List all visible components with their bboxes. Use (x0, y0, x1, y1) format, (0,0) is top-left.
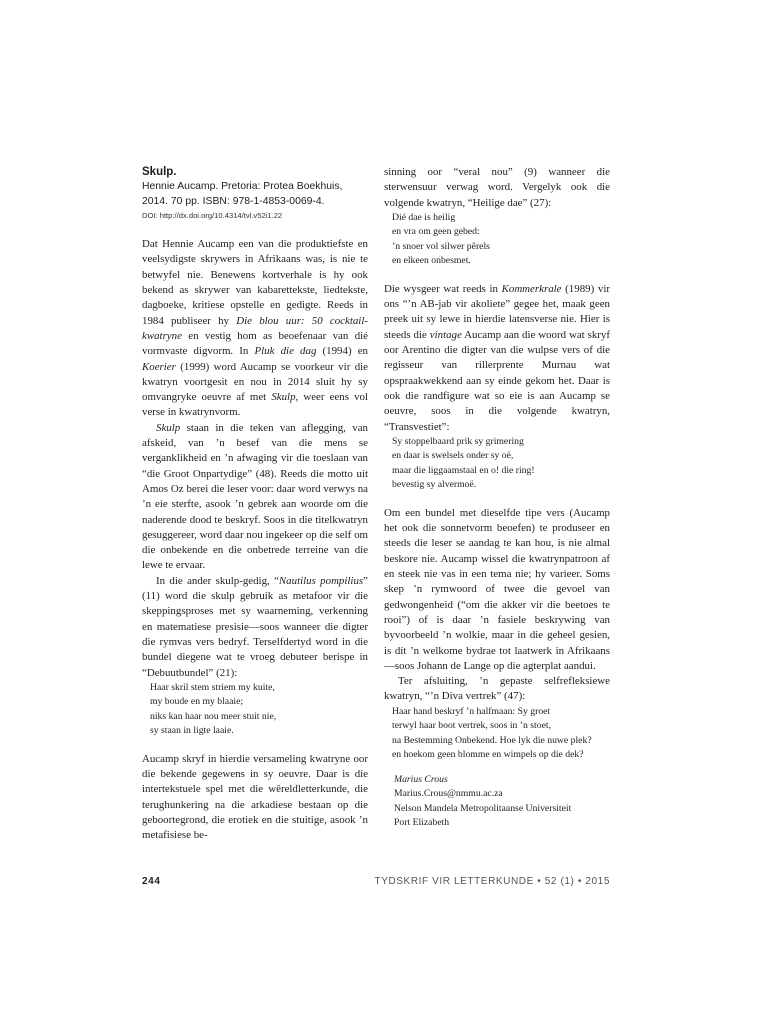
poem-debuutbundel (142, 681, 368, 739)
paragraph: Om een bundel met dieselfde tipe vers (Aucamp het ook die sonnetvorm beoefen) te produseer en steeds die leser se aandag te kan hou, is nie almal beskore nie. Aucamp wissel die kwatrynpatroon af en steek nie vas in een tema nie; hy varieer. Soms skep ’n rymwoord of twee die gevoel van gedwongenheid (“om die akker vir die beetoes te rooi”) of is daar ’n fasiele beskrywing van byvoorbeeld ’n wolkie, maar in die geheel gesien, is dít ’n welkome bydrae tot laatwerk in Afrikaans—soos Johann de Lange op die agterplat aandui. (384, 506, 610, 672)
doi-link[interactable]: DOI: http://dx.doi.org/10.4314/tvl.v52i1.22 (142, 211, 283, 221)
paragraph: Ter afsluiting, ’n gepaste selfrefleksiewe kwatryn, “’n Diva vertrek” (47): (384, 675, 610, 703)
poem-line: sy staan in ligte laaie. (150, 725, 234, 737)
poem-line: ’n snoer vol silwer pêrels (392, 240, 490, 252)
poem-diva-vertrek (384, 705, 610, 763)
poem-line: niks kan haar nou meer stuit nie, (150, 710, 277, 722)
poem-line: en daar is swelsels onder sy oë, (392, 450, 514, 462)
paragraph: Dat Hennie Aucamp een van die produktiefste en veelsydigste skrywers in Afrikaans was, is nie te betwyfel nie. Benewens kortverhale is hy ook bekend as skrywer van kabarettekste, liedtekste, dagboeke, kritiese opstelle en gedigte. Reeds in 1984 publiseer hy Die blou uur: 50 cocktail-kwatryne en vestig hom as beoefenaar van dié vormvaste digvorm. In Pluk die dag (1994) en Koerier (1999) word Aucamp se voorkeur vir die kwatryn voortgesit en nou in 2014 sluit hy sy omvangryke oeuvre af met Skulp, weer eens vol verse in kwatrynvorm. (142, 238, 368, 419)
poem-line: maar die liggaamstaal en o! die ring! (392, 464, 535, 476)
reviewer-city: Port Elizabeth (394, 816, 450, 828)
paragraph: Die wysgeer wat reeds in Kommerkrale (1989) vir ons “’n AB-jab vir akoliete” gegee het, maak geen preek uit sy lewe in hierdie latensverse nie. Hier is steeds die vintage Aucamp aan die woord wat skryf oor Arentino die digter van die wulpse vers of die regisseur van rillerprente Murnau wat opspraakwekkend aan sy einde gekom het. Daar is ook die randfigure wat so eie is aan Aucamp se oeuvre, soos in die volgende kwatryn, “Transvestiet”: (384, 282, 610, 433)
poem-transvestiet (384, 435, 610, 493)
poem-line: Haar hand beskryf ’n halfmaan: Sy groet (392, 705, 551, 717)
journal-citation: TYDSKRIF VIR LETTERKUNDE • 52 (1) • 2015 (374, 876, 610, 887)
book-title: Skulp. (142, 166, 177, 178)
poem-line: Haar skril stem striem my kuite, (150, 681, 275, 693)
reviewer-email[interactable]: Marius.Crous@nmmu.ac.za (394, 788, 503, 800)
right-column (384, 165, 610, 830)
paragraph: In die ander skulp-gedig, “Nautilus pompilius” (11) word die skulp gebruik as metafoor vir die skeppingsproses met sy waarneming, verkenning en matematiese presisie—soos wanneer die digter die rymvas vers bedryf. Terselfdertyd word in die bundel diegene wat te vroeg debuteer berispe in “Debuutbundel” (21): (142, 574, 368, 679)
poem-line: na Bestemming Onbekend. Hoe lyk die nuwe plek? (392, 734, 592, 746)
poem-heilige-dae (384, 211, 610, 269)
reviewer-institution: Nelson Mandela Metropolitaanse Universiteit (394, 802, 572, 814)
reviewer-signature (384, 773, 610, 831)
poem-line: my boude en my blaaie; (150, 696, 244, 708)
poem-line: Dié dae is heilig (392, 211, 456, 223)
left-column (142, 165, 368, 844)
poem-line: Sy stoppelbaard prik sy grimering (392, 435, 524, 447)
book-info: Hennie Aucamp. Pretoria: Protea Boekhuis, 2014. 70 pp. ISBN: 978-1-4853-0069-4. (142, 181, 343, 207)
paragraph: Aucamp skryf in hierdie versameling kwatryne oor die bekende gegewens in sy oeuvre. Daar is die intertekstuele spel met die wêreldletterkunde, die terughunkering na die arkadiese bestaan op die geboortegrond, die erotiek en die stuitige, asook ’n metafisiese be- (142, 752, 368, 842)
poem-line: en elkeen onbesmet. (392, 255, 471, 267)
page-number: 244 (142, 876, 161, 887)
reviewer-name: Marius Crous (394, 773, 448, 785)
paragraph: sinning oor “veral nou” (9) wanneer die sterwensuur verwag word. Vergelyk ook die volgende kwatryn, “Heilige dae” (27): (384, 166, 610, 209)
poem-line: bevestig sy alvermoë. (392, 479, 477, 491)
poem-line: en hoekom geen blomme en wimpels op die dek? (392, 749, 584, 761)
poem-line: terwyl haar boot vertrek, soos in ’n stoet, (392, 720, 551, 732)
poem-line: en vra om geen gebed: (392, 226, 480, 238)
paragraph: Skulp staan in die teken van aflegging, van afskeid, van ’n besef van die mens se verganklikheid en ’n afwaging vir die toeslaan van “die Groot Onpartydige” (48). Reeds die motto uit Amos Oz berei die leser voor: daar word verwys na ’n eie sterfte, asook ’n gebrek aan woorde om die naderende dood te beskryf. Soos in die titelkwatryn gesuggereer, word daar nou ingekeer op die self om die onbekende en die onbetrede terreine van die lewe te ervaar. (142, 421, 368, 572)
